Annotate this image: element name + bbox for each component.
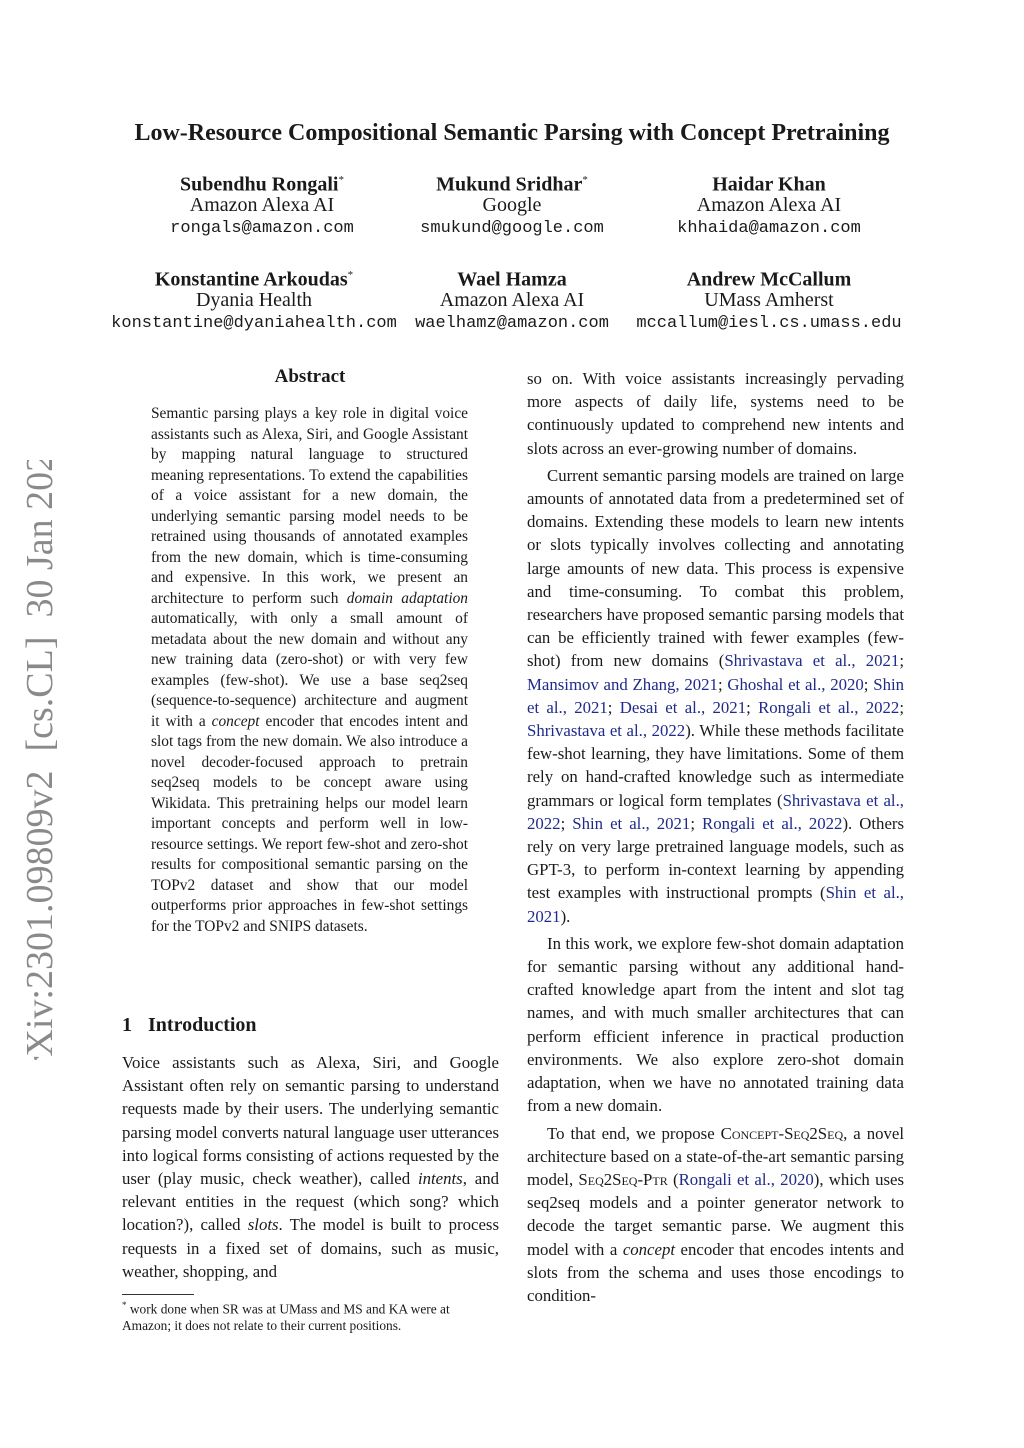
author-affiliation: Amazon Alexa AI — [189, 194, 335, 216]
author-email[interactable]: smukund@google.com — [420, 219, 604, 238]
author-email[interactable]: rongals@amazon.com — [170, 219, 354, 238]
author-affiliation: Amazon Alexa AI — [696, 194, 842, 216]
citation-link[interactable]: Desai et al., 2021 — [619, 697, 747, 717]
abstract-emphasis: domain adaptation — [346, 589, 468, 607]
model-name: Concept-Seq2Seq — [720, 1123, 844, 1143]
arxiv-stamp — [10, 460, 66, 1060]
footnote-rule — [122, 1294, 194, 1295]
author-block — [619, 263, 919, 336]
citation-link[interactable]: Rongali et al., 2022 — [758, 697, 900, 717]
paragraph: To that end, we propose Concept-Seq2Seq, a novel architecture based on a state-of-the-art semantic parsing model, Seq2Seq-Ptr (Rongali et al., 2020), which uses seq2seq models and a pointer generator network to decode the target semantic parse. We augment this model with a concept encoder that encodes intents and slots from the schema and uses those encodings to condition- — [527, 1123, 904, 1305]
author-email[interactable]: waelhamz@amazon.com — [415, 314, 609, 333]
citation-link[interactable]: Ghoshal et al., 2020 — [727, 674, 864, 694]
paper-title: Low-Resource Compositional Semantic Parsing with Concept Pretraining — [134, 120, 890, 146]
author-mark: * — [338, 174, 344, 186]
citation-link[interactable]: Shrivastava et al., 2021 — [724, 651, 900, 671]
author-block — [619, 168, 919, 241]
paragraph-continued: so on. With voice assistants increasingly pervading more aspects of daily life, systems need to be continuously updated to comprehend new intents and slots across an ever-growing number of domains. — [527, 369, 904, 458]
section-title: Introduction — [148, 1014, 257, 1036]
author-email[interactable]: konstantine@dyaniahealth.com — [111, 314, 397, 333]
author-email[interactable]: mccallum@iesl.cs.umass.edu — [636, 314, 902, 333]
author-affiliation: Google — [482, 194, 542, 216]
author-block — [362, 168, 662, 241]
footnote: * work done when SR was at UMass and MS and KA were at Amazon; it does not relate to their current positions. — [122, 1300, 450, 1334]
citation-link[interactable]: Rongali et al., 2020 — [678, 1169, 814, 1189]
author-block — [362, 263, 662, 336]
citation-link[interactable]: Shrivastava et al., 2022 — [527, 790, 904, 833]
arxiv-id-text: arXiv:2301.09809v2 [cs.CL] 30 Jan 2023 — [19, 460, 61, 1060]
citation-link[interactable]: Shin et al., 2021 — [527, 883, 904, 926]
author-affiliation: UMass Amherst — [704, 289, 834, 311]
paragraph: In this work, we explore few-shot domain adaptation for semantic parsing without any additional hand-crafted knowledge apart from the intent and slot tag names, and with much smaller architectures that can perform efficient inference in practical production environments. We also explore zero-shot domain adaptation, when we have no annotated training data from a new domain. — [527, 933, 904, 1116]
author-affiliation: Dyania Health — [195, 289, 313, 311]
author-name: Wael Hamza — [457, 268, 567, 291]
citation-link[interactable]: Shin et al., 2021 — [572, 813, 691, 833]
author-block — [104, 263, 404, 336]
author-name: Haidar Khan — [712, 173, 826, 196]
right-column — [527, 367, 904, 1311]
author-email[interactable]: khhaida@amazon.com — [677, 219, 861, 238]
abstract-emphasis: concept — [211, 712, 260, 730]
citation-link[interactable]: Rongali et al., 2022 — [702, 813, 843, 833]
author-name: Andrew McCallum — [686, 268, 852, 291]
abstract-heading: Abstract — [274, 366, 346, 387]
citation-link[interactable]: Mansimov and Zhang, 2021 — [527, 674, 718, 694]
footnote-mark: * — [122, 1300, 127, 1310]
section-number: 1 — [122, 1014, 132, 1036]
citation-link[interactable]: Shrivastava et al., 2022 — [527, 721, 686, 741]
section-heading — [122, 1014, 257, 1037]
author-affiliation: Amazon Alexa AI — [439, 289, 585, 311]
author-name: Konstantine Arkoudas* — [154, 268, 354, 291]
intro-paragraph: Voice assistants such as Alexa, Siri, and Google Assistant often rely on semantic parsing to understand requests made by their users. The underlying semantic parsing model converts natural language user utterances into logical forms consisting of actions requested by the user (play music, check weather), called intents, and relevant entities in the request (which song? which location?), called slots. The model is built to process requests in a fixed set of domains, such as music, weather, shopping, and — [122, 1053, 500, 1281]
author-mark: * — [347, 269, 354, 281]
author-name: Subendhu Rongali* — [180, 173, 344, 196]
abstract-body: Semantic parsing plays a key role in digital voice assistants such as Alexa, Siri, and Google Assistant by mapping natural language to structured meaning representations. To extend the capabilities of a voice assistant for a new domain, the underlying semantic parsing model needs to be retrained using thousands of annotated examples from the new domain, which is time-consuming and expensive. In this work, we present an architecture to perform such domain adaptation automatically, with only a small amount of metadata about the new domain and without any new training data (zero-shot) or with very few examples (few-shot). We use a base seq2seq (sequence-to-sequence) architecture and augment it with a concept encoder that encodes intent and slot tags from the new domain. We also introduce a novel decoder-focused approach to pretrain seq2seq models to be concept aware using Wikidata. This pretraining helps our model learn important concepts and perform well in low-resource settings. We report few-shot and zero-shot results for compositional semantic parsing on the TOPv2 dataset and show that our model outperforms prior approaches in few-shot settings for the TOPv2 and SNIPS datasets. — [151, 405, 468, 935]
citation-link[interactable]: Shin et al., 2021 — [527, 674, 905, 717]
author-mark: * — [582, 174, 588, 186]
model-name: Seq2Seq-Ptr — [578, 1169, 668, 1189]
author-name: Mukund Sridhar* — [436, 173, 588, 196]
paragraph: Current semantic parsing models are trained on large amounts of annotated data from a predetermined set of domains. Extending these models to learn new intents or slots typically involves collecting and annotating large amounts of new data. This process is expensive and time-consuming. To combat this problem, researchers have proposed semantic parsing models that can be efficiently trained with fewer examples (few-shot) from new domains (Shrivastava et al., 2021; Mansimov and Zhang, 2021; Ghoshal et al., 2020; Shin et al., 2021; Desai et al., 2021; Rongali et al., 2022; Shrivastava et al., 2022). While these methods facilitate few-shot learning, they have limitations. Some of them rely on hand-crafted knowledge such as intermediate grammars or logical form templates (Shrivastava et al., 2022; Shin et al., 2021; Rongali et al., 2022). Others rely on very large pretrained language models, such as GPT-3, to perform in-context learning by appending test examples with instructional prompts (Shin et al., 2021). — [527, 465, 905, 926]
